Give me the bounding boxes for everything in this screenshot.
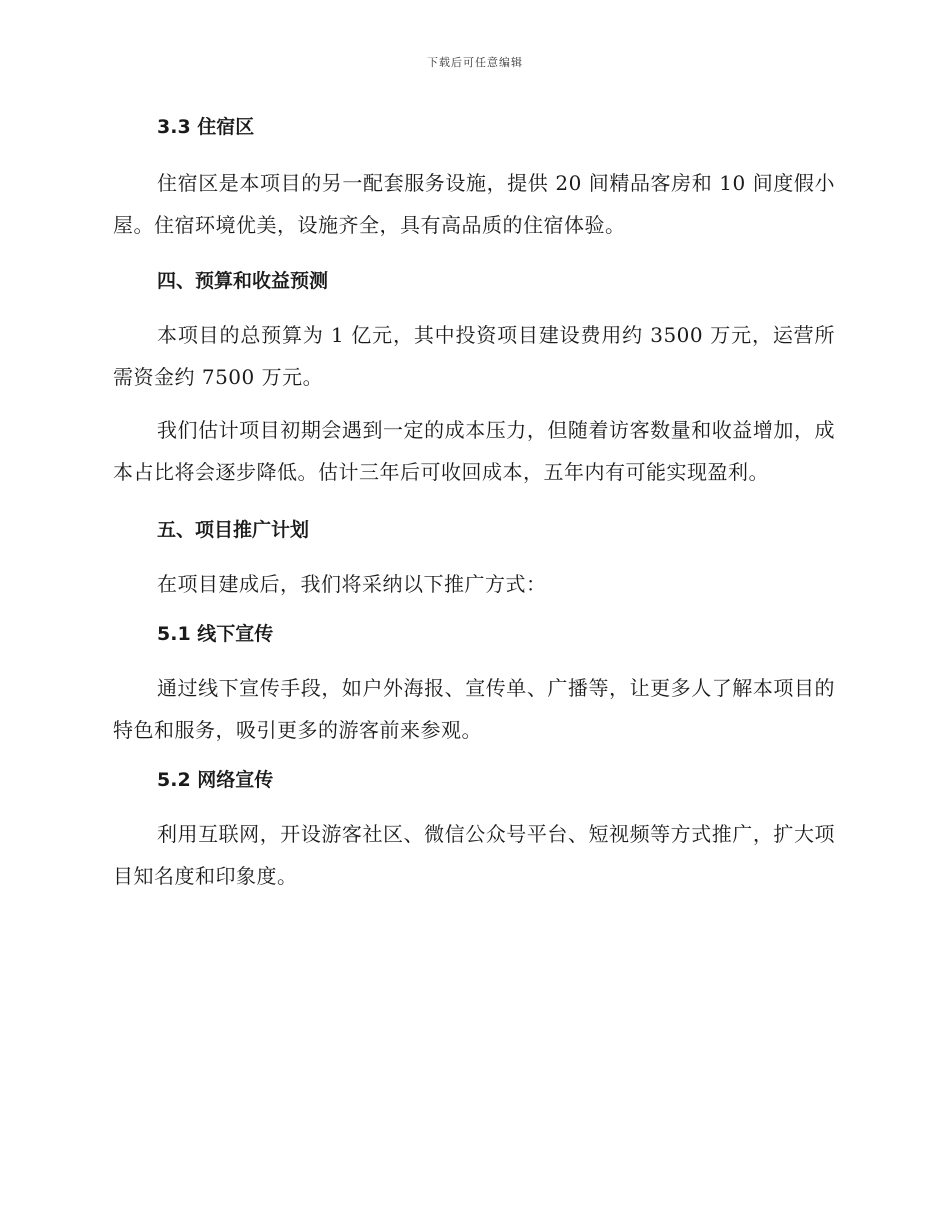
section-heading-4: 四、预算和收益预测	[157, 270, 329, 292]
section-heading-5-2: 5.2 网络宣传	[157, 769, 274, 791]
section-paragraph-4-budget: 本项目的总预算为 1 亿元，其中投资项目建设费用约 3500 万元，运营所需资金约 7500 万元。	[113, 323, 835, 389]
section-paragraph-5: 在项目建成后，我们将采纳以下推广方式：	[157, 572, 547, 596]
section-heading-5: 五、项目推广计划	[157, 519, 310, 541]
document-body	[113, 108, 835, 897]
page-header-note: 下载后可任意编辑	[427, 56, 523, 69]
section-paragraph-4-forecast: 我们估计项目初期会遇到一定的成本压力，但随着访客数量和收益增加，成本占比将会逐步降低。估计三年后可收回成本，五年内有可能实现盈利。	[113, 418, 835, 484]
section-paragraph-5-2: 利用互联网，开设游客社区、微信公众号平台、短视频等方式推广，扩大项目知名度和印象度。	[113, 822, 835, 888]
section-heading-3-3: 3.3 住宿区	[157, 116, 255, 138]
section-heading-5-1: 5.1 线下宣传	[157, 623, 274, 645]
section-paragraph-3-3: 住宿区是本项目的另一配套服务设施，提供 20 间精品客房和 10 间度假小屋。住宿环境优美，设施齐全，具有高品质的住宿体验。	[113, 171, 835, 237]
section-paragraph-5-1: 通过线下宣传手段，如户外海报、宣传单、广播等，让更多人了解本项目的特色和服务，吸引更多的游客前来参观。	[113, 676, 835, 742]
